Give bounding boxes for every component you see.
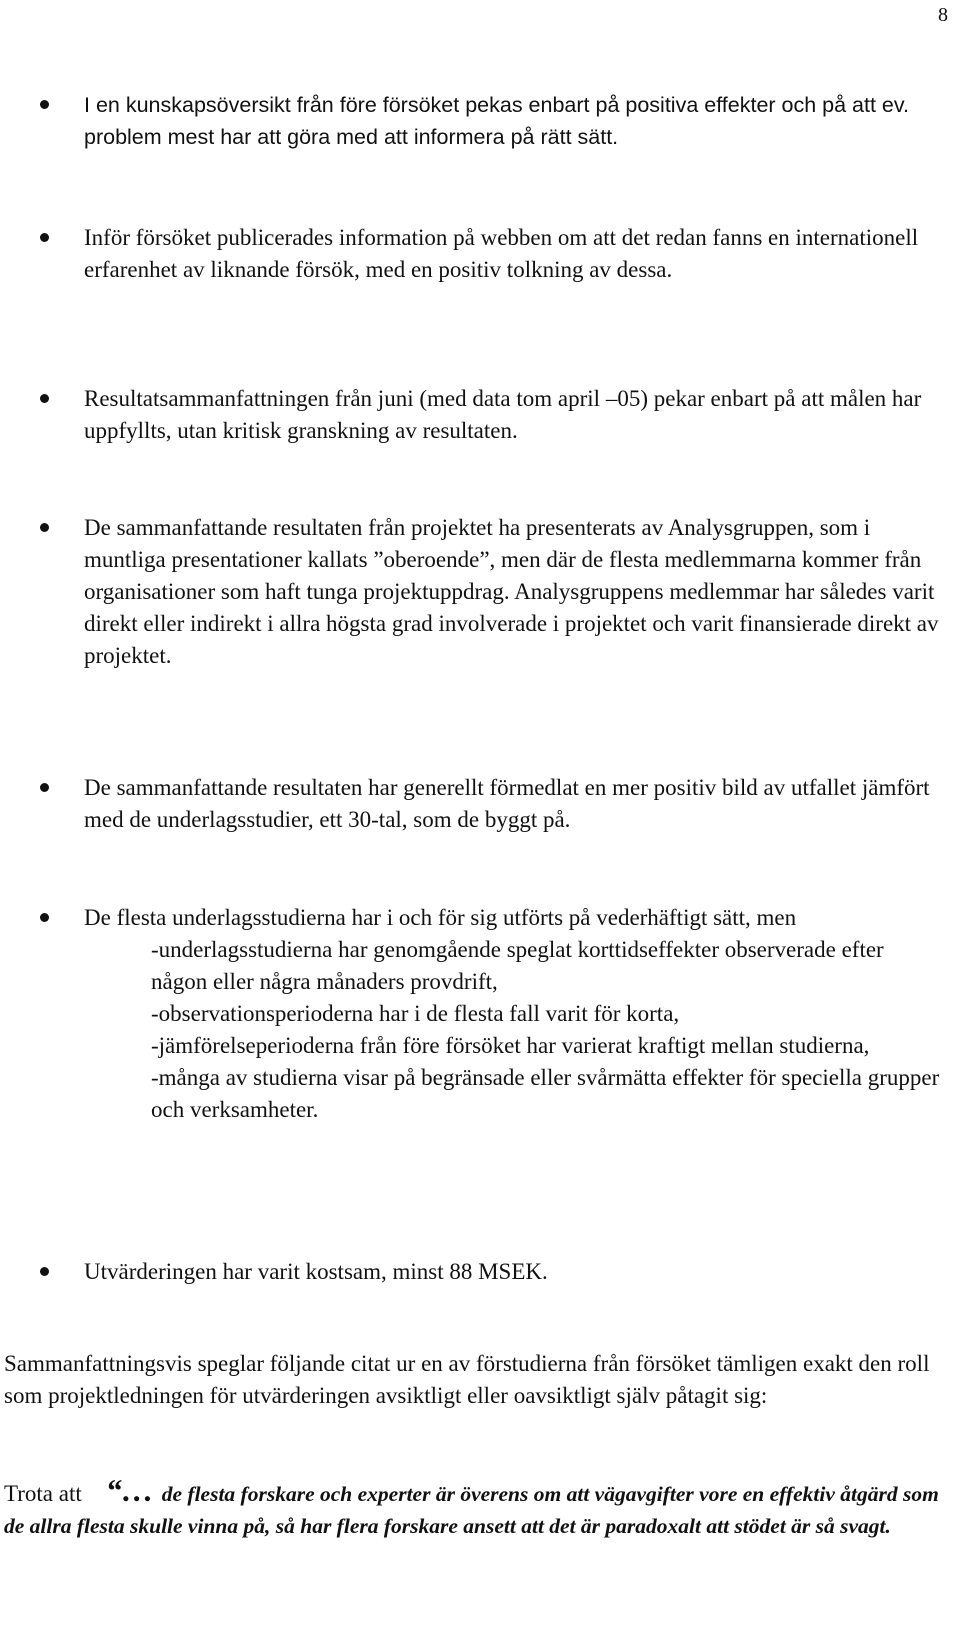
bullet-text: Inför försöket publicerades information på webben om att det redan fanns en internationell erfarenhet av liknande försök, med en positiv tolkning av dessa. xyxy=(84,225,919,282)
bullet-dot-icon xyxy=(40,100,49,109)
quote-mark: “… xyxy=(105,1472,154,1508)
bullet-dot-icon xyxy=(40,783,49,792)
sub-item: -jämförelseperioderna från före försöket har varierat kraftigt mellan studierna, xyxy=(151,1033,870,1058)
sub-item: -många av studierna visar på begränsade eller svårmätta effekter för speciella grupper och verksamheter. xyxy=(151,1065,940,1122)
quote-lead: Trota att xyxy=(4,1481,82,1506)
quote-paragraph xyxy=(4,1472,944,1542)
bullet-dot-icon xyxy=(40,394,49,403)
bullet-dot-icon xyxy=(40,1267,49,1276)
bullet-dot-icon xyxy=(40,233,49,242)
bullet-text: De sammanfattande resultaten från projektet ha presenterats av Analysgruppen, som i muntliga presentationer kallats ”oberoende”, men där de flesta medlemmarna kommer från organisationer som haft tunga projektuppdrag. Analysgruppens medlemmar har således varit direkt eller indirekt i allra högsta grad involverade i projektet och varit finansierade direkt av projektet. xyxy=(84,515,939,668)
bullet-text: De sammanfattande resultaten har generellt förmedlat en mer positiv bild av utfallet jämfört med de underlagsstudier, ett 30-tal, som de byggt på. xyxy=(84,775,930,832)
bullet-text: De flesta underlagsstudierna har i och för sig utförts på vederhäftigt sätt, men xyxy=(84,905,797,930)
bullet-dot-icon xyxy=(40,913,49,922)
bullet-text: I en kunskapsöversikt från före försöket pekas enbart på positiva effekter och på att ev. problem mest har att göra med att informera på rätt sätt. xyxy=(84,93,910,149)
summary-paragraph: Sammanfattningsvis speglar följande citat ur en av förstudierna från försöket tämligen exakt den roll som projektledningen för utvärderingen avsiktligt eller oavsiktligt själv påtagit sig: xyxy=(4,1351,930,1408)
bullet-text: Utvärderingen har varit kostsam, minst 88 MSEK. xyxy=(84,1259,548,1284)
bullet-text: Resultatsammanfattningen från juni (med data tom april –05) pekar enbart på att målen har uppfyllts, utan kritisk granskning av resultaten. xyxy=(84,386,922,443)
page-number: 8 xyxy=(938,4,948,26)
sub-item: -underlagsstudierna har genomgående speglat korttidseffekter observerade efter någon eller några månaders provdrift, xyxy=(151,937,884,994)
sub-item: -observationsperioderna har i de flesta fall varit för korta, xyxy=(151,1001,680,1026)
quote-body: de flesta forskare och experter är överens om att vägavgifter vore en effektiv åtgärd som de allra flesta skulle vinna på, så har flera forskare ansett att det är paradoxalt att stödet är så svagt. xyxy=(4,1482,939,1538)
bullet-content xyxy=(84,902,940,1126)
bullet-dot-icon xyxy=(40,523,49,532)
